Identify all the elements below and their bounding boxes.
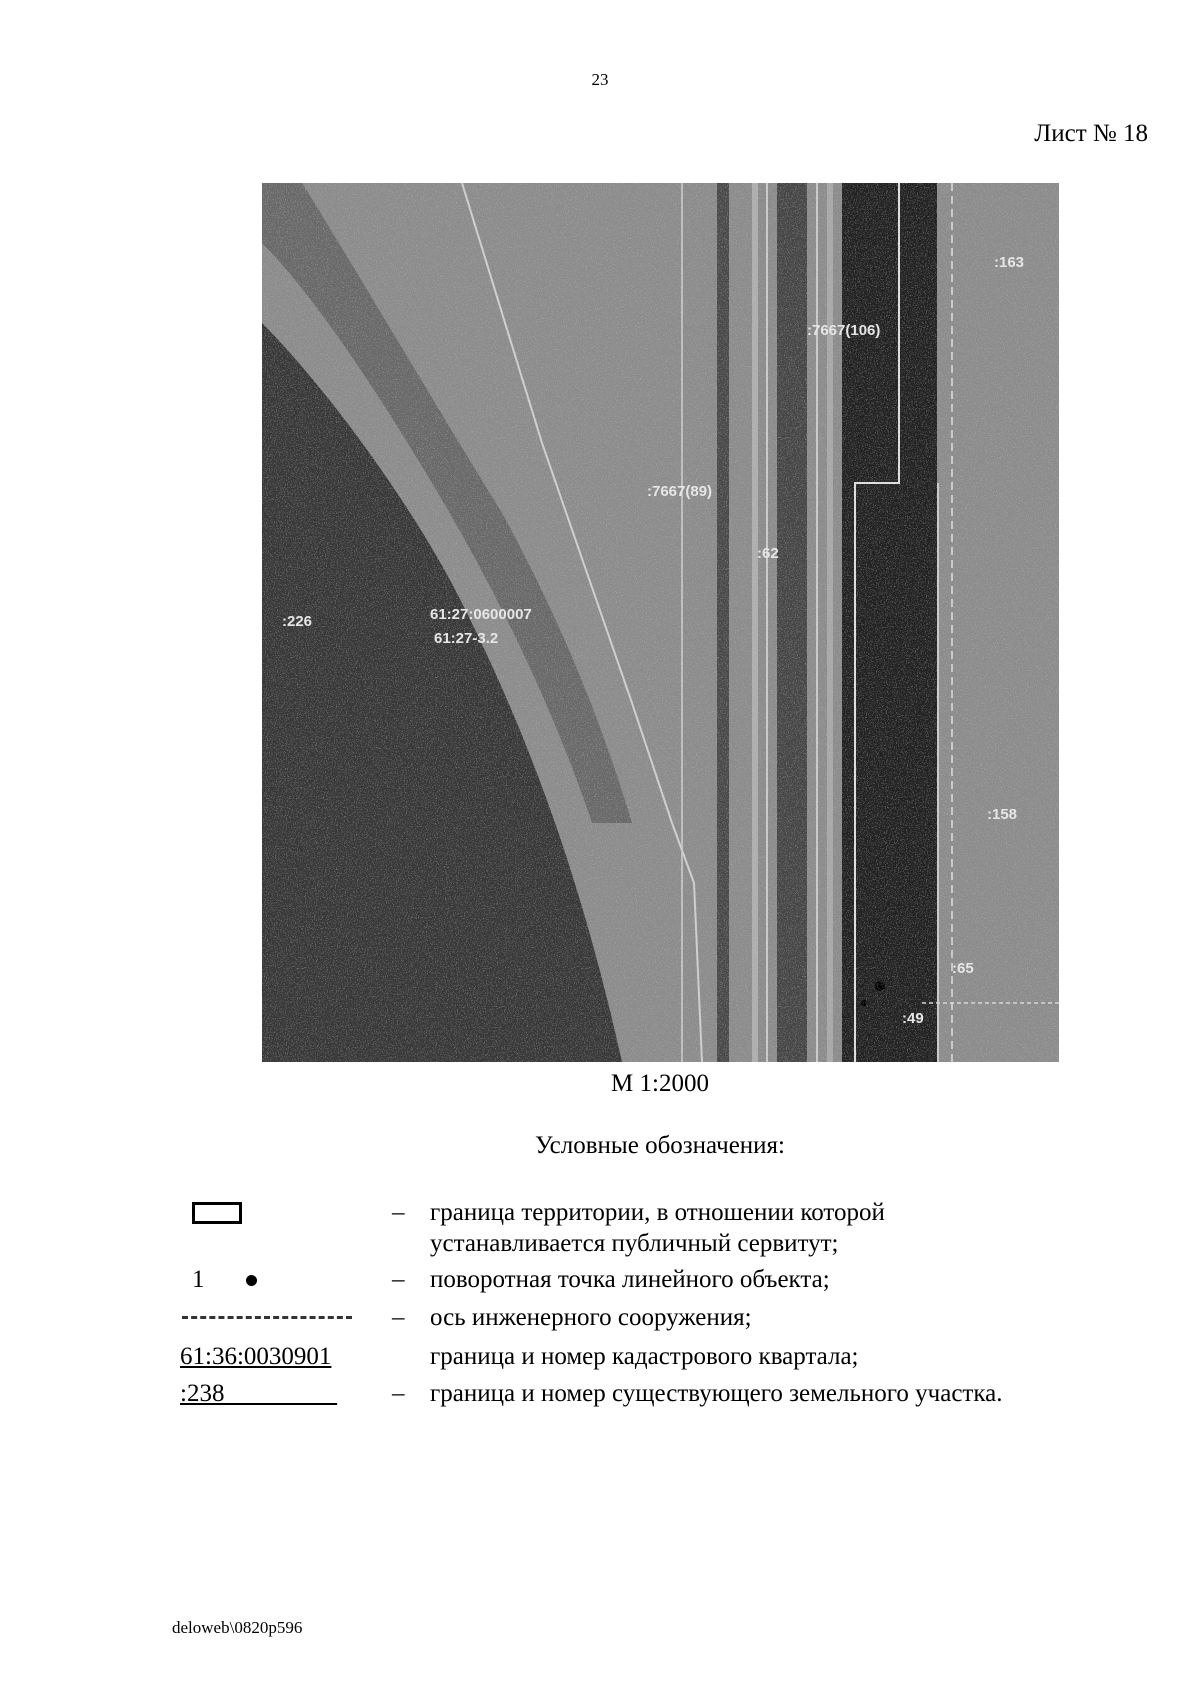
legend-description xyxy=(430,1197,1160,1259)
legend-symbol-quarter: 61:36:0030901 xyxy=(180,1343,332,1370)
legend-description: граница и номер кадастрового квартала; xyxy=(430,1343,859,1370)
label-parcel-158: :158 xyxy=(987,806,1018,823)
legend-symbol-parcel: :238_________ xyxy=(180,1380,337,1407)
legend-dash: – xyxy=(392,1380,405,1407)
cadastral-map-image xyxy=(262,183,1059,1062)
legend-item-axis xyxy=(180,1302,1180,1333)
legend-dash: – xyxy=(392,1304,405,1331)
boundary-rectangle-icon xyxy=(192,1202,242,1224)
legend-description: граница и номер существующего земельного участка. xyxy=(430,1380,1003,1407)
label-quarter-code-1: 61:27:0600007 xyxy=(430,606,532,623)
legend-description-line-1: граница территории, в отношении которой xyxy=(430,1199,885,1226)
map-svg xyxy=(262,183,1059,1062)
map-scale: М 1:2000 xyxy=(611,1070,709,1097)
map-grain xyxy=(262,183,1059,1062)
label-parcel-163: :163 xyxy=(994,254,1025,271)
footer-file-reference: deloweb\0820p596 xyxy=(172,1618,303,1637)
label-parcel-49: :49 xyxy=(902,1010,924,1027)
label-parcel-62: :62 xyxy=(757,545,779,562)
legend-dash: – xyxy=(392,1266,405,1293)
page-number: 23 xyxy=(591,70,609,89)
point-number: 1 xyxy=(192,1266,205,1293)
label-parcel-226: :226 xyxy=(282,613,313,630)
legend-dash: – xyxy=(392,1199,405,1226)
dashed-line-icon xyxy=(182,1316,352,1319)
legend-item-cadastral-quarter xyxy=(180,1341,1180,1372)
legend-item-land-parcel xyxy=(180,1378,1180,1409)
dot-icon xyxy=(246,1275,257,1286)
label-parcel-65: :65 xyxy=(952,960,974,977)
label-parcel-7667-106: :7667(106) xyxy=(807,322,881,339)
legend-description: поворотная точка линейного объекта; xyxy=(430,1266,830,1293)
legend-item-servitude-boundary xyxy=(180,1197,1180,1261)
legend-item-turning-point xyxy=(180,1264,1180,1295)
legend-description-line-2: устанавливается публичный сервитут; xyxy=(430,1230,839,1257)
label-parcel-7667-89: :7667(89) xyxy=(647,483,713,500)
legend-description: ось инженерного сооружения; xyxy=(430,1304,752,1331)
label-quarter-code-2: 61:27-3.2 xyxy=(434,630,499,647)
legend-title: Условные обозначения: xyxy=(534,1132,786,1159)
sheet-number: Лист № 18 xyxy=(1034,120,1148,147)
